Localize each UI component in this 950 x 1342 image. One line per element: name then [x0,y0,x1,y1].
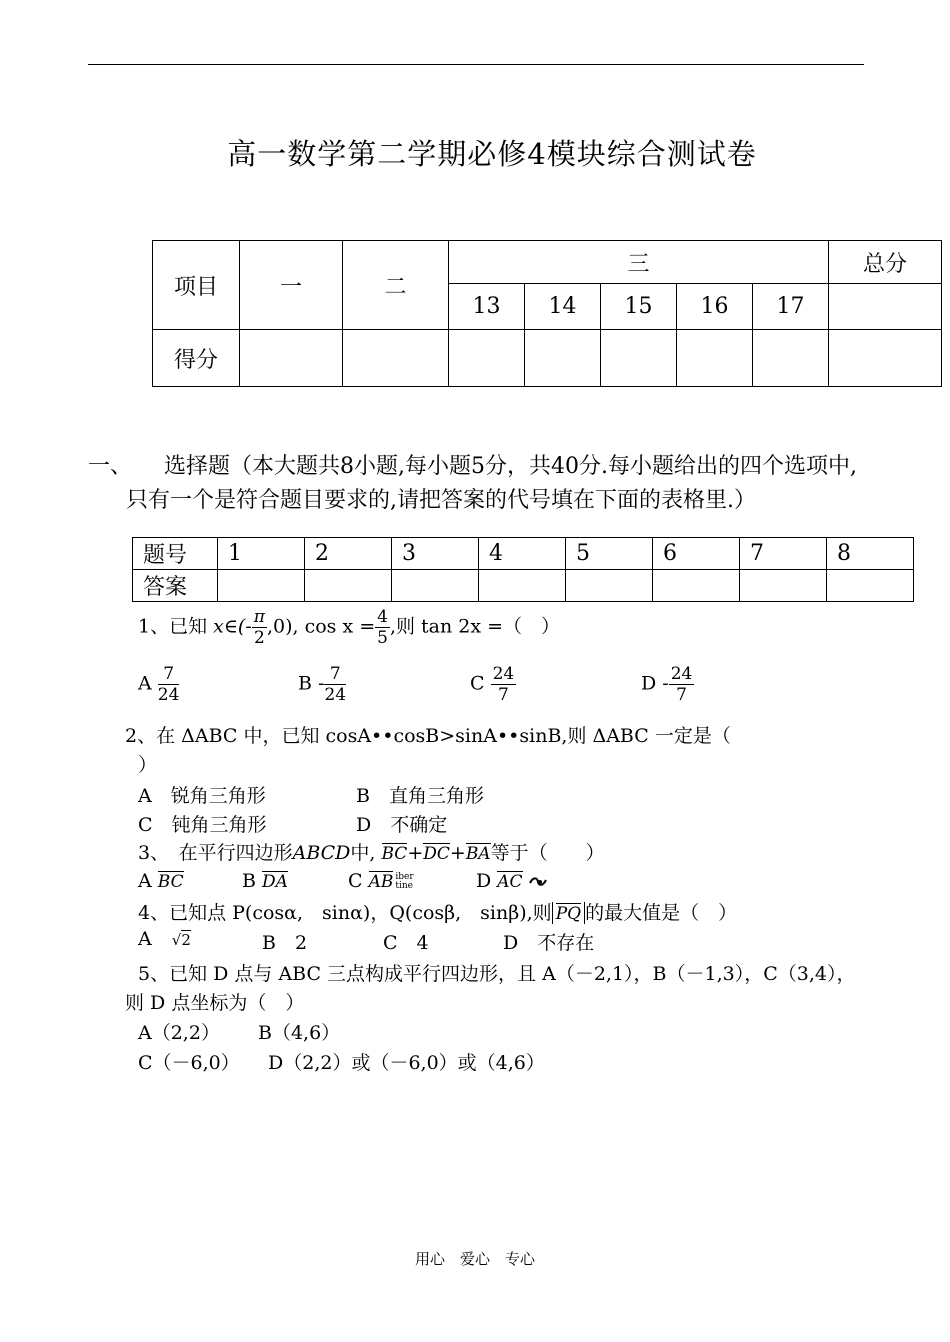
answer-cell[interactable] [305,570,392,602]
scribble-icon [529,875,547,889]
broken-glyph: iber tine [395,872,414,891]
score-table [152,240,942,387]
q3-option-b[interactable]: B DA [242,870,288,892]
score-cell[interactable] [525,330,601,387]
header-rule [88,64,864,65]
answer-table-number: 2 [305,538,392,570]
answer-cell[interactable] [479,570,566,602]
score-cell[interactable] [753,330,829,387]
score-table-sub-16: 16 [677,284,753,330]
q2-option-a[interactable]: A 锐角三角形 [138,785,266,807]
score-table-sub-17: 17 [753,284,829,330]
q5-option-b[interactable]: B（4,6） [258,1022,341,1044]
q1-option-a[interactable]: A $\frac{7}{24}$ [138,664,180,705]
q3-option-c[interactable]: C AB iber tine [348,870,414,892]
score-table-col-1: 一 [240,241,343,330]
score-table-col-3: 三 [449,241,829,284]
score-cell[interactable] [829,330,942,387]
answer-cell[interactable] [653,570,740,602]
section-1-heading [88,450,878,518]
vector-dc: DC [423,844,450,864]
q1-option-b[interactable]: B - $\frac{7}{24}$ [298,664,347,705]
answer-cell[interactable] [218,570,305,602]
question-2-close: ） [138,754,158,776]
answer-table-number: 3 [392,538,479,570]
score-table-sub-13: 13 [449,284,525,330]
q4-option-a[interactable]: A √2 [138,928,191,950]
question-3: 3、 在平行四边形ABCD中, BC+DC+BA等于（ ） [138,842,605,864]
answer-table-number: 1 [218,538,305,570]
answer-table [132,537,914,602]
answer-table-number: 6 [653,538,740,570]
answer-table-row-label: 题号 [133,538,218,570]
q4-option-c[interactable]: C 4 [383,932,429,954]
score-cell[interactable] [343,330,449,387]
answer-table-number: 7 [740,538,827,570]
answer-table-row-label: 答案 [133,570,218,602]
q3-option-d[interactable]: D AC [476,870,547,892]
answer-table-number: 8 [827,538,914,570]
answer-cell[interactable] [566,570,653,602]
fraction-4-over-5: $\frac{4}{5}$ [377,607,388,648]
question-4: 4、已知点 P(cosα, sinα)，Q(cosβ, sinβ),则 PQ 的最大值是（ ） [138,902,738,924]
score-table-item-label: 项目 [153,241,240,330]
q5-option-d[interactable]: D（2,2）或（－6,0）或（4,6） [268,1052,545,1074]
q1-option-c[interactable]: C $\frac{24}{7}$ [470,664,515,705]
question-1: 1、已知 x∈(- $\frac{\pi}{2}$ ,0), cos x = $\frac{4}{5}$ ,则 tan 2x =（ ） [138,607,561,648]
pq-magnitude: PQ [552,902,585,924]
q2-option-d[interactable]: D 不确定 [356,814,448,836]
score-cell[interactable] [601,330,677,387]
question-5: 5、已知 D 点与 ABC 三点构成平行四边形，且 A（－2,1），B（－1,3），C（3,4）， [138,963,856,985]
question-2: 2、在 ΔABC 中，已知 cosA••cosB>sinA••sinB,则 ΔABC 一定是（ [125,725,731,747]
q5-option-a[interactable]: A（2,2） [138,1022,220,1044]
page-footer: 用心 爱心 专心 [414,1250,535,1268]
score-table-sub-14: 14 [525,284,601,330]
score-table-col-2: 二 [343,241,449,330]
q2-option-b[interactable]: B 直角三角形 [356,785,484,807]
answer-cell[interactable] [392,570,479,602]
answer-table-number: 5 [566,538,653,570]
score-cell[interactable] [449,330,525,387]
page-title: 高一数学第二学期必修4模块综合测试卷 [227,137,757,171]
section-number: 一、 [88,454,133,479]
score-table-total: 总分 [829,241,942,284]
q5-option-c[interactable]: C（－6,0） [138,1052,240,1074]
score-table-sub-15: 15 [601,284,677,330]
score-table-total-cell[interactable] [829,284,942,330]
score-cell[interactable] [677,330,753,387]
fraction-pi-over-2: $\frac{\pi}{2}$ [253,607,265,648]
q1-option-d[interactable]: D - $\frac{24}{7}$ [641,664,693,705]
answer-cell[interactable] [740,570,827,602]
section-instructions: 选择题（本大题共8小题,每小题5分，共40分.每小题给出的四个选项中,只有一个是符合题目要求的,请把答案的代号填在下面的表格里.） [126,454,857,513]
sqrt-symbol: √2 [171,931,191,949]
score-table-score-label: 得分 [153,330,240,387]
answer-table-number: 4 [479,538,566,570]
q2-option-c[interactable]: C 钝角三角形 [138,814,267,836]
answer-cell[interactable] [827,570,914,602]
question-5-line-2: 则 D 点坐标为（ ） [125,992,305,1014]
q3-option-a[interactable]: A BC [138,870,184,892]
score-cell[interactable] [240,330,343,387]
q4-option-b[interactable]: B 2 [262,932,308,954]
vector-bc: BC [381,844,408,864]
vector-ba: BA [465,844,491,864]
q4-option-d[interactable]: D 不存在 [503,932,595,954]
